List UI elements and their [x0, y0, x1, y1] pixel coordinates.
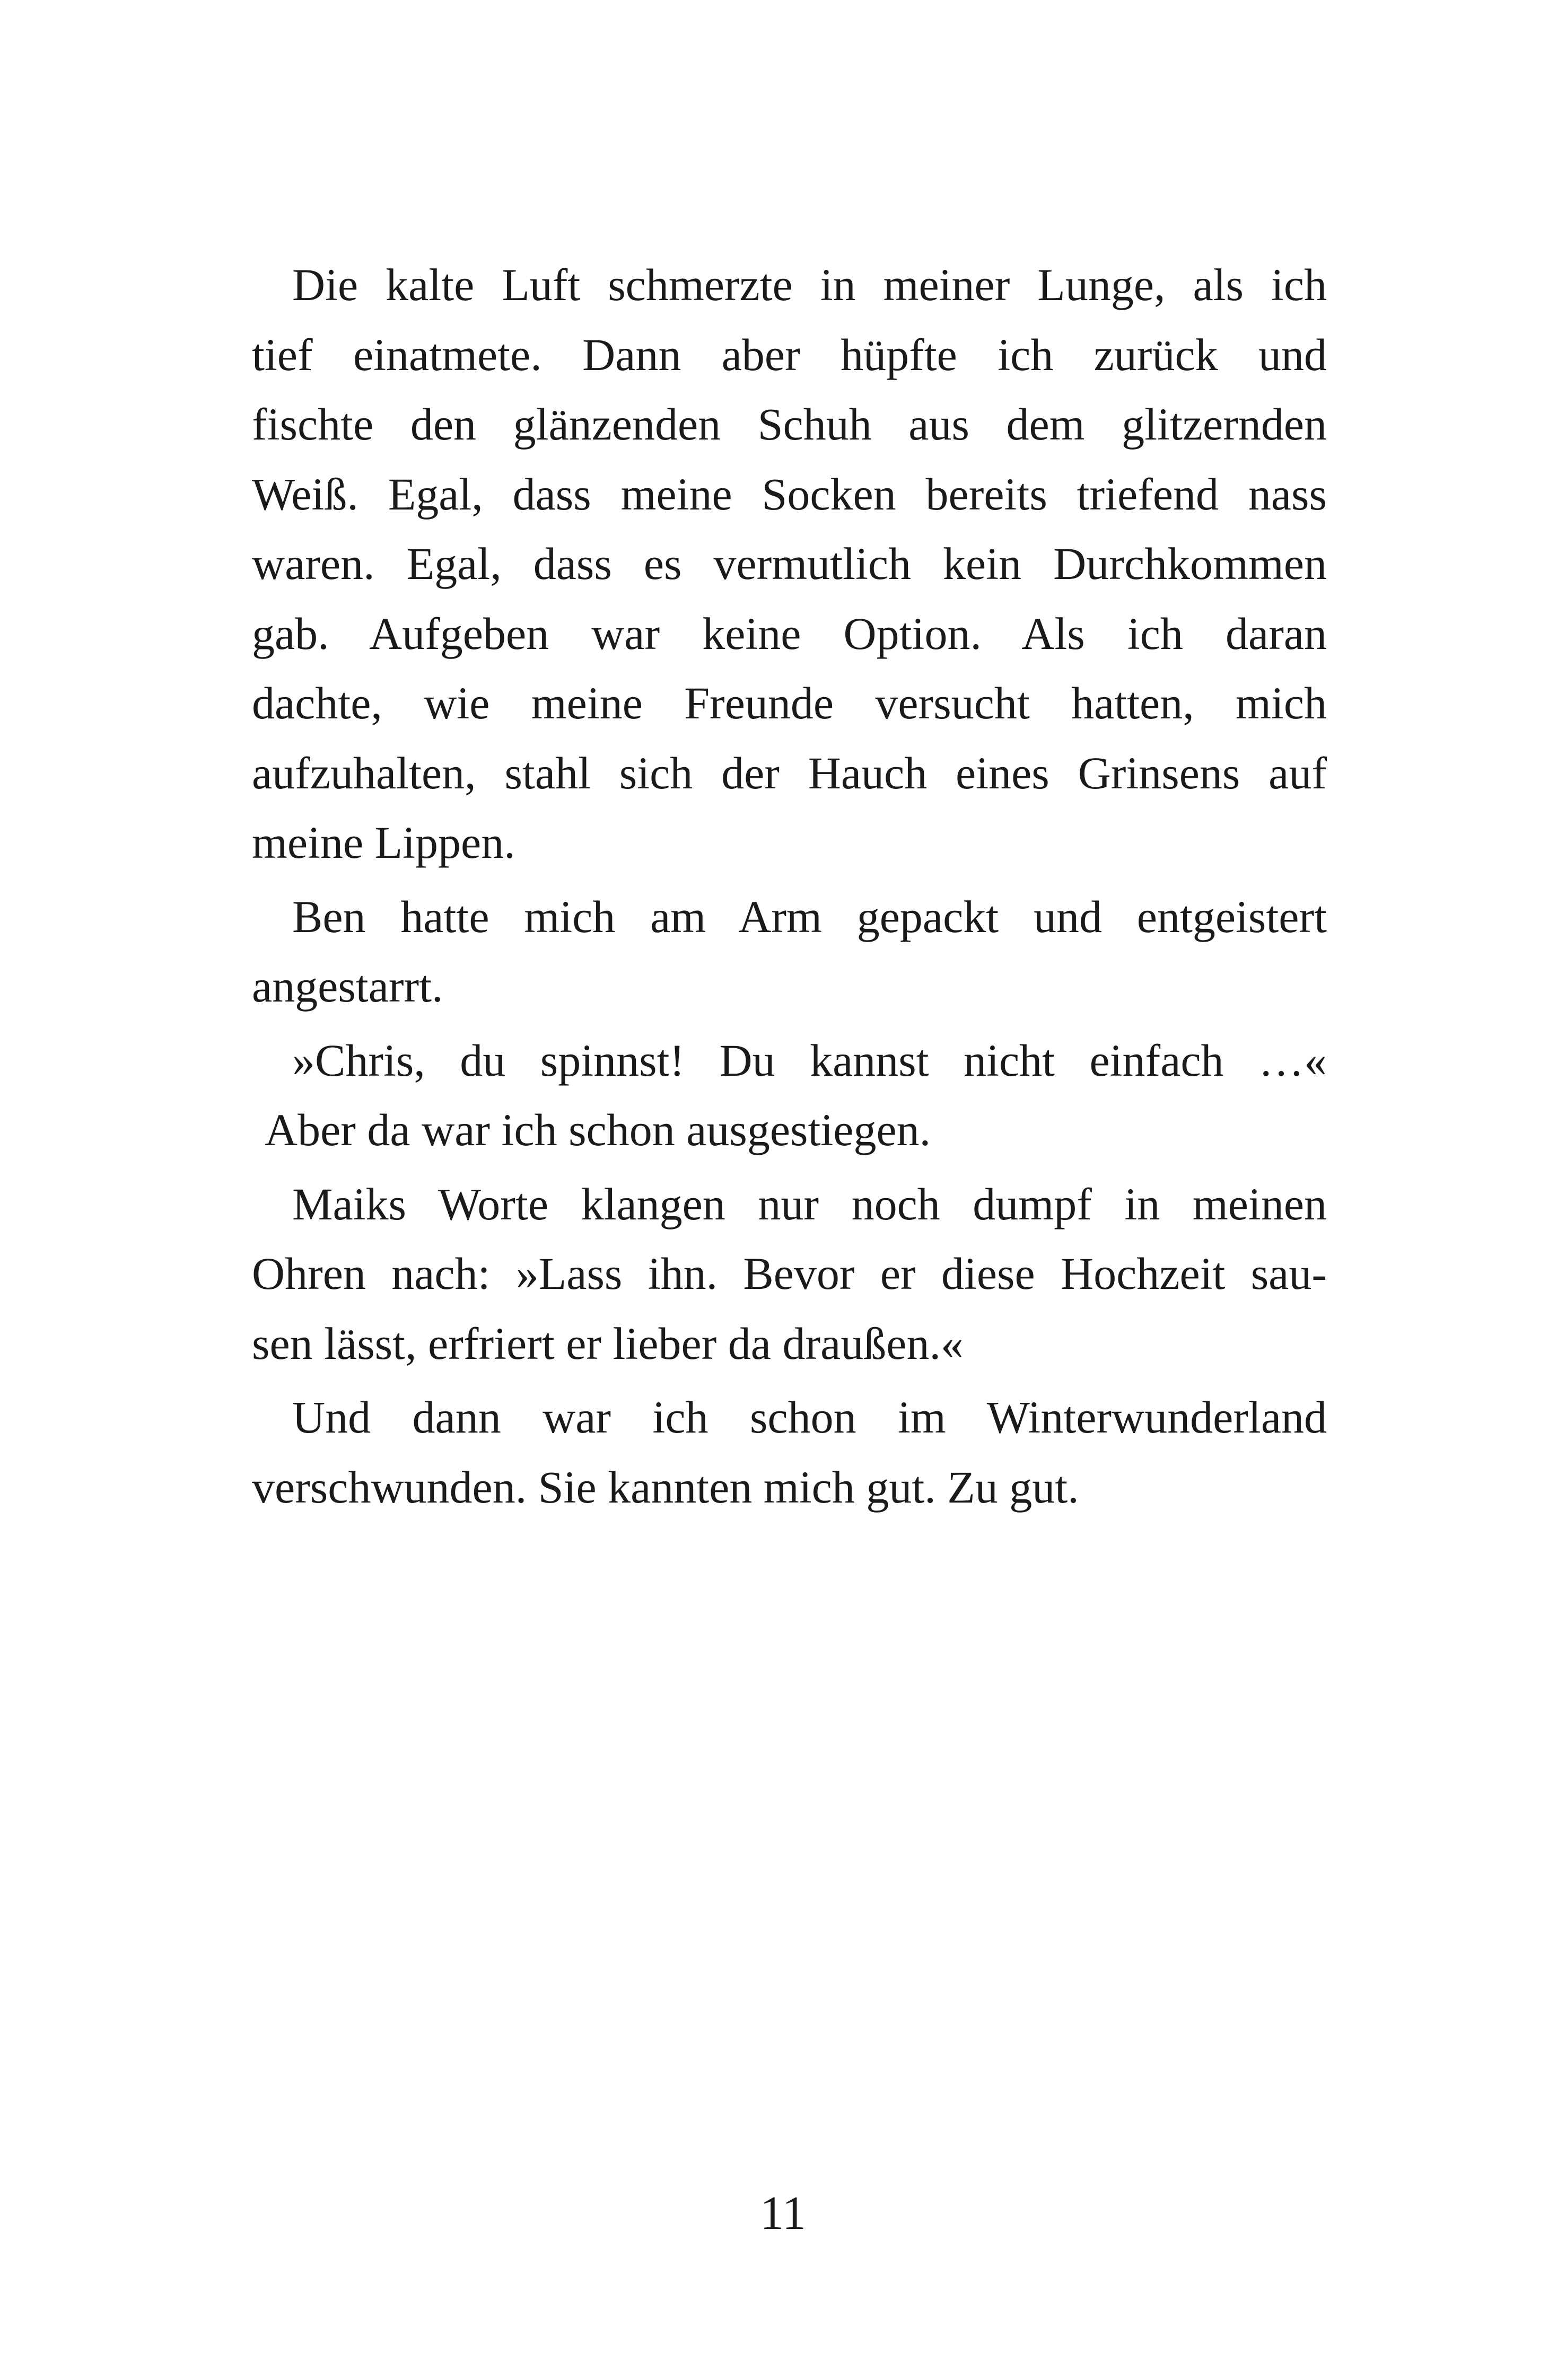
page-number: 11 — [760, 2187, 806, 2240]
text-line: dachte, wie meine Freunde versucht hatten, mich — [252, 678, 1327, 728]
text-line: sen lässt, erfriert er lieber da draußen.« — [252, 1318, 964, 1369]
body-text — [252, 250, 1327, 1522]
text-line: Weiß. Egal, dass meine Socken bereits triefend nass — [252, 468, 1327, 520]
paragraph — [252, 882, 1327, 1022]
paragraph — [252, 1170, 1327, 1379]
text-line: gab. Aufgeben war keine Option. Als ich daran — [252, 608, 1327, 659]
text-line: fischte den glänzenden Schuh aus dem glitzernden — [252, 399, 1327, 450]
text-line: waren. Egal, dass es vermutlich kein Durchkommen — [252, 538, 1327, 589]
paragraph — [252, 1026, 1327, 1165]
text-line: tief einatmete. Dann aber hüpfte ich zurück und — [252, 329, 1327, 380]
text-line: »Chris, du spinnst! Du kannst nicht einfach …« — [292, 1034, 1327, 1086]
text-line: aufzuhalten, stahl sich der Hauch eines Grinsens auf — [252, 747, 1327, 798]
paragraph — [252, 250, 1327, 878]
text-line: Die kalte Luft schmerzte in meiner Lunge, als ich — [292, 259, 1327, 310]
text-line: angestarrt. — [252, 961, 443, 1012]
text-line: Ben hatte mich am Arm gepackt und entgeistert — [292, 891, 1327, 942]
text-line: Ohren nach: »Lass ihn. Bevor er diese Hochzeit sau- — [252, 1248, 1327, 1299]
text-line: meine Lippen. — [252, 817, 515, 868]
paragraph — [252, 1383, 1327, 1522]
text-line: verschwunden. Sie kannten mich gut. Zu gut. — [252, 1461, 1079, 1513]
text-line: Maiks Worte klangen nur noch dumpf in meinen — [292, 1178, 1327, 1229]
text-line: Aber da war ich schon ausgestiegen. — [265, 1104, 931, 1155]
text-line: Und dann war ich schon im Winterwunderland — [292, 1392, 1327, 1443]
